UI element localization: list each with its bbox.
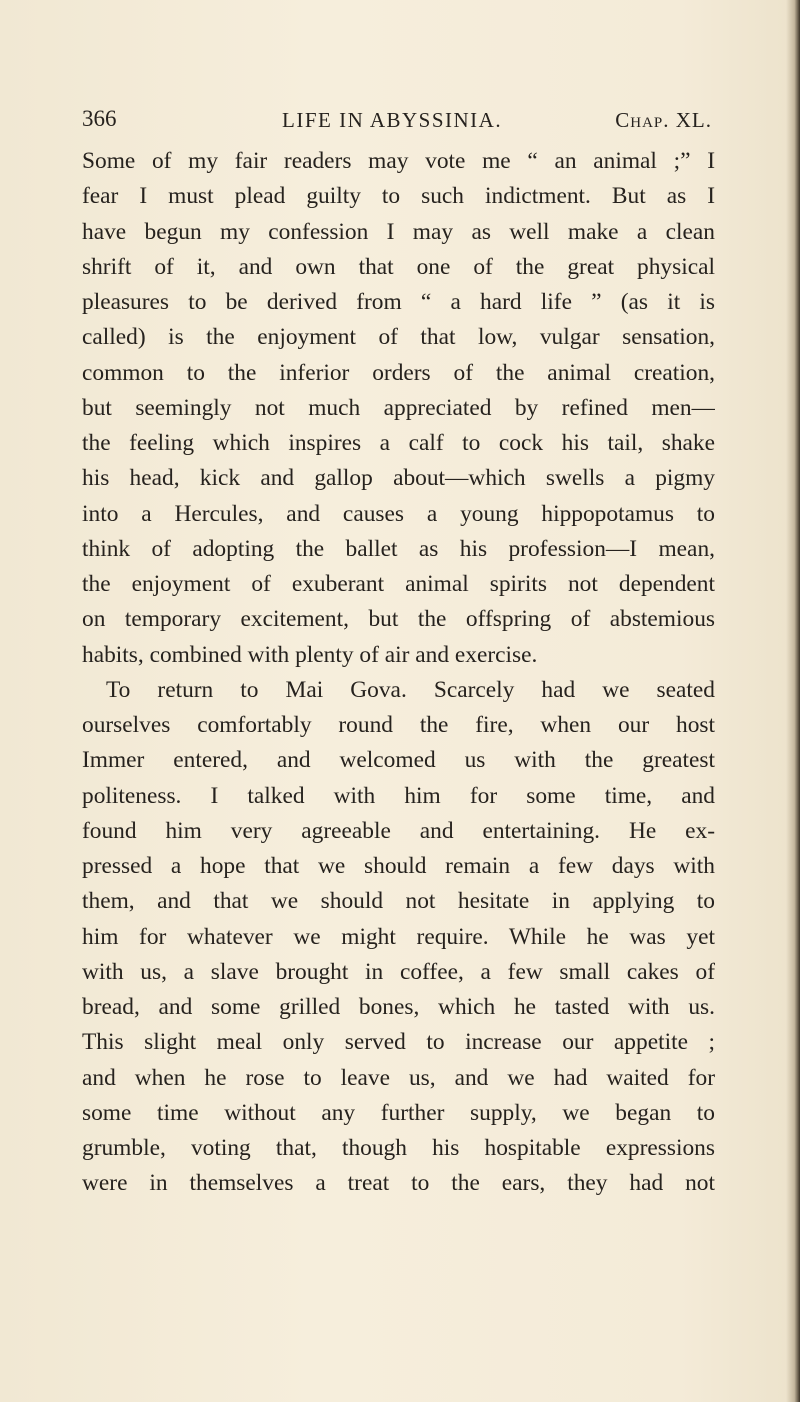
text-line: and when he rose to leave us, and we had waited for: [82, 1064, 715, 1091]
text-line: his head, kick and gallop about—which swells a pigmy: [82, 465, 715, 492]
text-line: them, and that we should not hesitate in applying to: [82, 888, 715, 915]
text-line: the enjoyment of exuberant animal spirits not dependent: [82, 571, 715, 597]
text-line: Immer entered, and welcomed us with the greatest: [82, 747, 715, 774]
text-line: politeness. I talked with him for some time, and: [82, 782, 715, 809]
running-title: LIFE IN ABYSSINIA.: [282, 108, 503, 132]
text-line: To return to Mai Gova. Scarcely had we seated: [106, 676, 715, 703]
text-line: have begun my confession I may as well make a clean: [82, 218, 715, 245]
text-line: pressed a hope that we should remain a few days with: [82, 853, 715, 879]
text-line: common to the inferior orders of the animal creation,: [82, 359, 715, 386]
text-line: shrift of it, and own that one of the great physical: [82, 253, 715, 280]
text-line: on temporary excitement, but the offspring of abstemious: [82, 606, 715, 633]
text-line: habits, combined with plenty of air and exercise.: [82, 641, 538, 668]
text-line: pleasures to be derived from “ a hard life ” (as it is: [82, 289, 715, 315]
text-line: were in themselves a treat to the ears, they had not: [82, 1170, 715, 1197]
text-line: but seemingly not much appreciated by refined men—: [82, 394, 715, 421]
body-text: [82, 144, 715, 1202]
text-line: ourselves comfortably round the fire, when our host: [82, 712, 715, 738]
text-line: some time without any further supply, we began to: [82, 1099, 715, 1126]
text-line: the feeling which inspires a calf to cock his tail, shake: [82, 430, 715, 456]
text-line: Some of my fair readers may vote me “ an animal ;” I: [82, 148, 715, 174]
running-head: [82, 106, 712, 142]
text-line: him for whatever we might require. While he was yet: [82, 923, 715, 950]
text-line: bread, and some grilled bones, which he tasted with us.: [82, 994, 715, 1020]
text-line: found him very agreeable and entertaining. He ex-: [82, 817, 715, 844]
text-line: into a Hercules, and causes a young hippopotamus to: [82, 500, 715, 527]
chapter-label: Chap. XL.: [615, 108, 712, 132]
text-line: This slight meal only served to increase our appetite ;: [82, 1029, 715, 1056]
text-line: grumble, voting that, though his hospitable expressions: [82, 1135, 715, 1161]
text-line: with us, a slave brought in coffee, a few small cakes of: [82, 958, 715, 985]
page-number: 366: [82, 106, 117, 131]
text-line: think of adopting the ballet as his profession—I mean,: [82, 535, 715, 562]
text-line: fear I must plead guilty to such indictment. But as I: [82, 183, 715, 210]
page-edge-shadow: [786, 0, 800, 1402]
text-line: called) is the enjoyment of that low, vulgar sensation,: [82, 324, 715, 351]
